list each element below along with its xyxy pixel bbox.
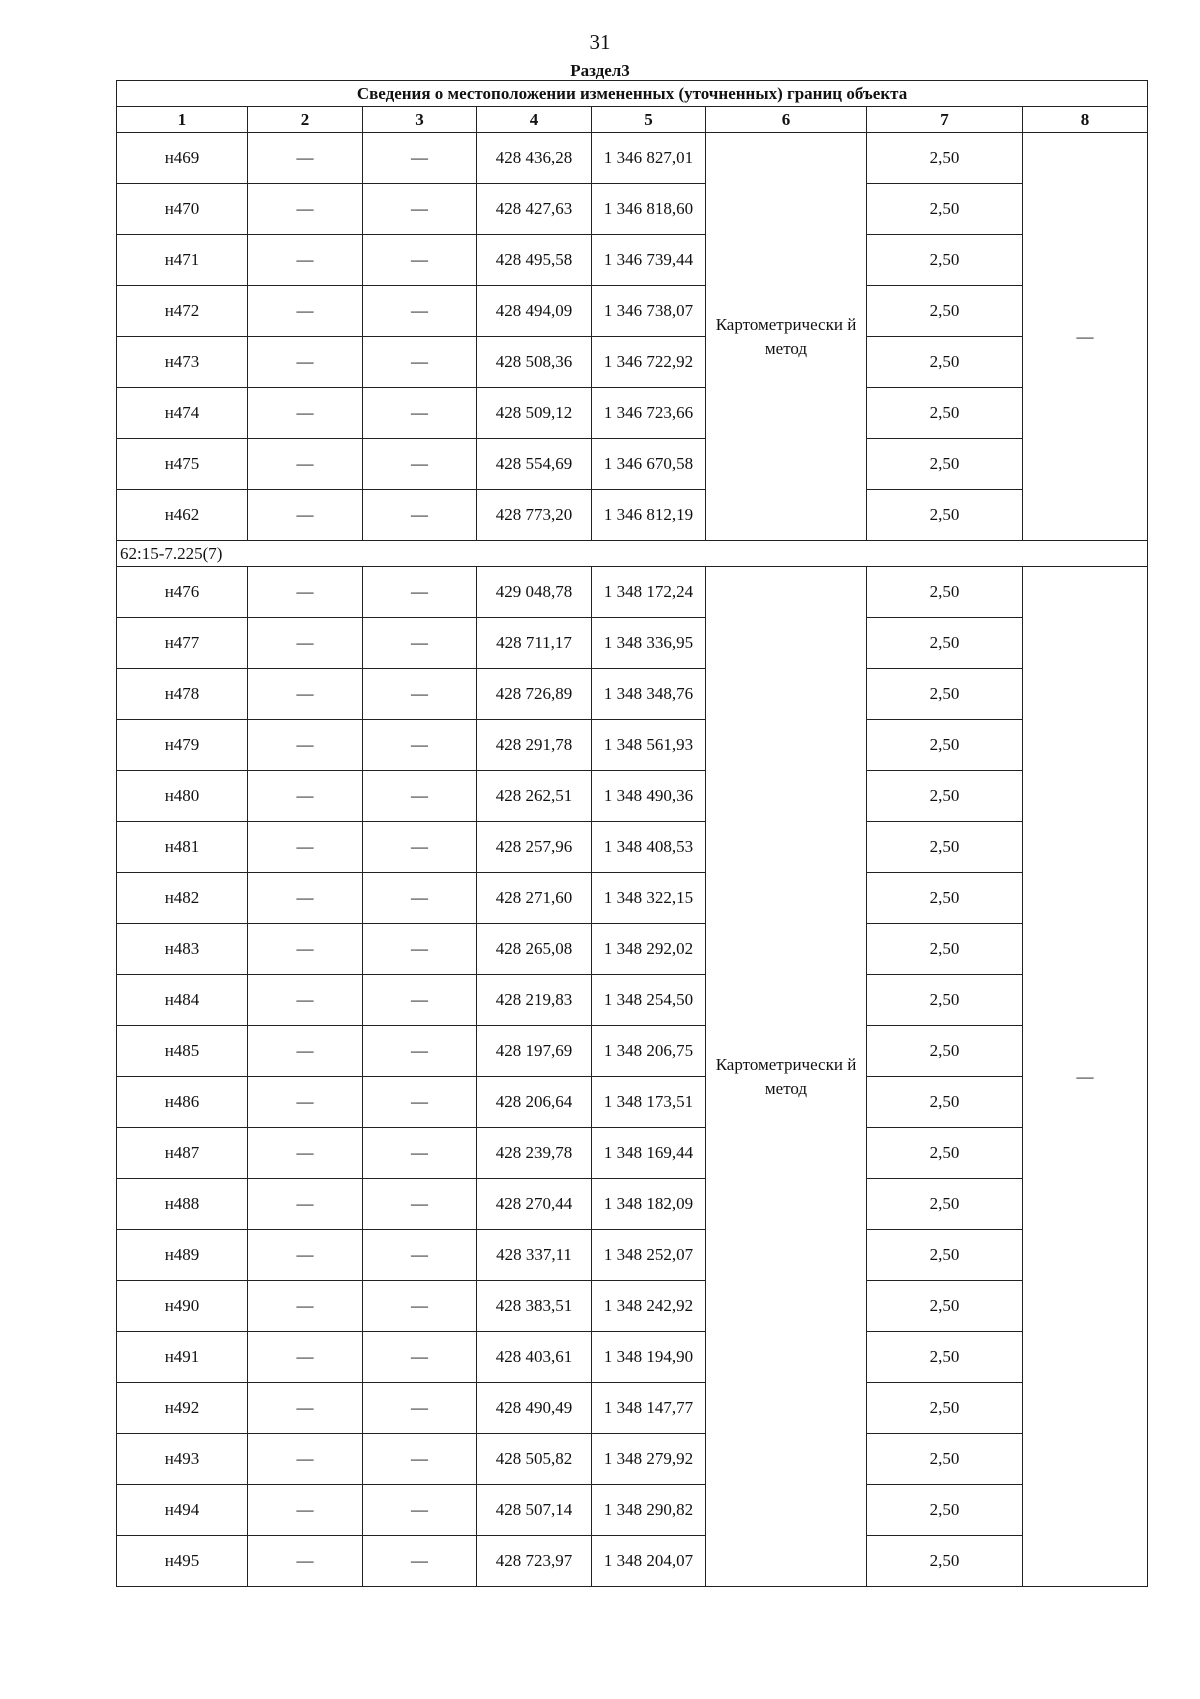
precision-cell: 2,50 — [867, 337, 1023, 388]
coordinate-y-cell: 1 348 182,09 — [592, 1179, 706, 1230]
coordinate-x-cell: 428 206,64 — [477, 1077, 592, 1128]
point-id-cell: н479 — [117, 720, 248, 771]
column-3-cell: — — [363, 924, 477, 975]
point-id-cell: н477 — [117, 618, 248, 669]
point-id-cell: н475 — [117, 439, 248, 490]
precision-cell: 2,50 — [867, 490, 1023, 541]
coordinate-y-cell: 1 348 169,44 — [592, 1128, 706, 1179]
column-2-cell: — — [248, 1485, 363, 1536]
column-3-cell: — — [363, 720, 477, 771]
table-row — [117, 1281, 1148, 1332]
column-2-cell: — — [248, 1434, 363, 1485]
table-row — [117, 388, 1148, 439]
precision-cell: 2,50 — [867, 720, 1023, 771]
table-row — [117, 873, 1148, 924]
column-2-cell: — — [248, 669, 363, 720]
column-3-cell: — — [363, 286, 477, 337]
column-8-cell: — — [1023, 567, 1148, 1587]
precision-cell: 2,50 — [867, 1128, 1023, 1179]
table-row — [117, 439, 1148, 490]
coordinate-y-cell: 1 348 561,93 — [592, 720, 706, 771]
coordinate-x-cell: 428 271,60 — [477, 873, 592, 924]
coordinate-x-cell: 428 270,44 — [477, 1179, 592, 1230]
column-3-cell: — — [363, 1281, 477, 1332]
coordinate-x-cell: 428 495,58 — [477, 235, 592, 286]
column-3-cell: — — [363, 618, 477, 669]
point-id-cell: н473 — [117, 337, 248, 388]
column-2-cell: — — [248, 873, 363, 924]
coordinate-y-cell: 1 348 204,07 — [592, 1536, 706, 1587]
point-id-cell: н486 — [117, 1077, 248, 1128]
coordinate-y-cell: 1 346 723,66 — [592, 388, 706, 439]
coordinate-x-cell: 428 711,17 — [477, 618, 592, 669]
table-row — [117, 1077, 1148, 1128]
precision-cell: 2,50 — [867, 439, 1023, 490]
coordinate-y-cell: 1 348 336,95 — [592, 618, 706, 669]
point-id-cell: н494 — [117, 1485, 248, 1536]
coordinate-y-cell: 1 348 194,90 — [592, 1332, 706, 1383]
column-2-cell: — — [248, 1026, 363, 1077]
column-3-cell: — — [363, 975, 477, 1026]
point-id-cell: н462 — [117, 490, 248, 541]
coordinate-y-cell: 1 348 292,02 — [592, 924, 706, 975]
column-3-cell: — — [363, 1077, 477, 1128]
column-3-cell: — — [363, 235, 477, 286]
precision-cell: 2,50 — [867, 771, 1023, 822]
column-2-cell: — — [248, 286, 363, 337]
column-number-cell: 6 — [706, 107, 867, 133]
table-row — [117, 184, 1148, 235]
coordinate-y-cell: 1 346 670,58 — [592, 439, 706, 490]
column-2-cell: — — [248, 1536, 363, 1587]
coordinate-x-cell: 428 383,51 — [477, 1281, 592, 1332]
column-3-cell: — — [363, 490, 477, 541]
column-3-cell: — — [363, 1026, 477, 1077]
precision-cell: 2,50 — [867, 1332, 1023, 1383]
point-id-cell: н484 — [117, 975, 248, 1026]
table-row — [117, 1536, 1148, 1587]
point-id-cell: н469 — [117, 133, 248, 184]
column-8-cell: — — [1023, 133, 1148, 541]
point-id-cell: н482 — [117, 873, 248, 924]
column-3-cell: — — [363, 1485, 477, 1536]
coordinate-x-cell: 428 726,89 — [477, 669, 592, 720]
point-id-cell: н478 — [117, 669, 248, 720]
column-3-cell: — — [363, 1179, 477, 1230]
coordinate-x-cell: 428 508,36 — [477, 337, 592, 388]
coordinate-y-cell: 1 348 322,15 — [592, 873, 706, 924]
point-id-cell: н480 — [117, 771, 248, 822]
column-number-row — [117, 107, 1148, 133]
method-cell: Картометрически й метод — [706, 567, 867, 1587]
point-id-cell: н485 — [117, 1026, 248, 1077]
page-number: 31 — [589, 30, 611, 54]
table-row — [117, 1128, 1148, 1179]
column-3-cell: — — [363, 1230, 477, 1281]
column-2-cell: — — [248, 1128, 363, 1179]
column-number-cell: 2 — [248, 107, 363, 133]
precision-cell: 2,50 — [867, 1230, 1023, 1281]
table-row — [117, 235, 1148, 286]
point-id-cell: н472 — [117, 286, 248, 337]
column-2-cell: — — [248, 1179, 363, 1230]
point-id-cell: н476 — [117, 567, 248, 618]
coordinate-y-cell: 1 346 827,01 — [592, 133, 706, 184]
column-3-cell: — — [363, 771, 477, 822]
table-row — [117, 567, 1148, 618]
precision-cell: 2,50 — [867, 1281, 1023, 1332]
precision-cell: 2,50 — [867, 1434, 1023, 1485]
table-row — [117, 822, 1148, 873]
coordinate-y-cell: 1 348 252,07 — [592, 1230, 706, 1281]
point-id-cell: н495 — [117, 1536, 248, 1587]
coordinate-y-cell: 1 346 722,92 — [592, 337, 706, 388]
table-row — [117, 337, 1148, 388]
column-number-cell: 8 — [1023, 107, 1148, 133]
coordinate-y-cell: 1 348 172,24 — [592, 567, 706, 618]
method-cell: Картометрически й метод — [706, 133, 867, 541]
column-3-cell: — — [363, 388, 477, 439]
precision-cell: 2,50 — [867, 975, 1023, 1026]
column-2-cell: — — [248, 720, 363, 771]
coordinate-y-cell: 1 348 242,92 — [592, 1281, 706, 1332]
table-row — [117, 1332, 1148, 1383]
column-3-cell: — — [363, 1128, 477, 1179]
column-2-cell: — — [248, 822, 363, 873]
point-id-cell: н483 — [117, 924, 248, 975]
boundary-coordinates-table — [116, 80, 1148, 1587]
coordinate-x-cell: 428 723,97 — [477, 1536, 592, 1587]
coordinate-y-cell: 1 348 348,76 — [592, 669, 706, 720]
coordinate-y-cell: 1 348 206,75 — [592, 1026, 706, 1077]
precision-cell: 2,50 — [867, 133, 1023, 184]
column-2-cell: — — [248, 618, 363, 669]
column-3-cell: — — [363, 1332, 477, 1383]
table-row — [117, 133, 1148, 184]
precision-cell: 2,50 — [867, 1383, 1023, 1434]
point-id-cell: н492 — [117, 1383, 248, 1434]
precision-cell: 2,50 — [867, 286, 1023, 337]
column-2-cell: — — [248, 439, 363, 490]
precision-cell: 2,50 — [867, 924, 1023, 975]
column-number-cell: 3 — [363, 107, 477, 133]
point-id-cell: н488 — [117, 1179, 248, 1230]
column-3-cell: — — [363, 822, 477, 873]
table-row — [117, 1026, 1148, 1077]
table-row — [117, 1179, 1148, 1230]
table-row — [117, 924, 1148, 975]
coordinate-x-cell: 428 505,82 — [477, 1434, 592, 1485]
coordinate-y-cell: 1 348 147,77 — [592, 1383, 706, 1434]
coordinate-y-cell: 1 348 490,36 — [592, 771, 706, 822]
column-3-cell: — — [363, 184, 477, 235]
column-number-cell: 4 — [477, 107, 592, 133]
column-3-cell: — — [363, 1383, 477, 1434]
coordinate-y-cell: 1 348 173,51 — [592, 1077, 706, 1128]
coordinate-x-cell: 428 403,61 — [477, 1332, 592, 1383]
column-2-cell: — — [248, 924, 363, 975]
precision-cell: 2,50 — [867, 1536, 1023, 1587]
coordinate-y-cell: 1 346 739,44 — [592, 235, 706, 286]
precision-cell: 2,50 — [867, 388, 1023, 439]
group-label-row — [117, 541, 1148, 567]
coordinate-y-cell: 1 348 254,50 — [592, 975, 706, 1026]
column-3-cell: — — [363, 439, 477, 490]
column-3-cell: — — [363, 669, 477, 720]
point-id-cell: н491 — [117, 1332, 248, 1383]
table-row — [117, 771, 1148, 822]
column-2-cell: — — [248, 388, 363, 439]
precision-cell: 2,50 — [867, 669, 1023, 720]
coordinate-x-cell: 428 337,11 — [477, 1230, 592, 1281]
column-number-cell: 5 — [592, 107, 706, 133]
point-id-cell: н471 — [117, 235, 248, 286]
coordinate-x-cell: 428 494,09 — [477, 286, 592, 337]
point-id-cell: н487 — [117, 1128, 248, 1179]
precision-cell: 2,50 — [867, 1485, 1023, 1536]
column-2-cell: — — [248, 490, 363, 541]
coordinate-x-cell: 428 291,78 — [477, 720, 592, 771]
column-2-cell: — — [248, 337, 363, 388]
point-id-cell: н493 — [117, 1434, 248, 1485]
point-id-cell: н474 — [117, 388, 248, 439]
column-2-cell: — — [248, 235, 363, 286]
coordinate-x-cell: 428 554,69 — [477, 439, 592, 490]
table-row — [117, 1230, 1148, 1281]
coordinate-x-cell: 428 262,51 — [477, 771, 592, 822]
table-row — [117, 975, 1148, 1026]
coordinate-y-cell: 1 348 279,92 — [592, 1434, 706, 1485]
precision-cell: 2,50 — [867, 1179, 1023, 1230]
coordinate-x-cell: 428 219,83 — [477, 975, 592, 1026]
precision-cell: 2,50 — [867, 235, 1023, 286]
column-3-cell: — — [363, 133, 477, 184]
column-3-cell: — — [363, 1434, 477, 1485]
coordinate-x-cell: 428 509,12 — [477, 388, 592, 439]
coordinate-x-cell: 428 436,28 — [477, 133, 592, 184]
coordinate-y-cell: 1 348 290,82 — [592, 1485, 706, 1536]
column-3-cell: — — [363, 873, 477, 924]
section-heading: Раздел3 — [570, 61, 630, 80]
table-title-row — [117, 81, 1148, 107]
column-number-cell: 7 — [867, 107, 1023, 133]
coordinate-x-cell: 428 257,96 — [477, 822, 592, 873]
table-row — [117, 1485, 1148, 1536]
table-title: Сведения о местоположении измененных (уточненных) границ объекта — [117, 81, 1148, 107]
column-2-cell: — — [248, 1281, 363, 1332]
precision-cell: 2,50 — [867, 1077, 1023, 1128]
point-id-cell: н490 — [117, 1281, 248, 1332]
coordinate-x-cell: 428 265,08 — [477, 924, 592, 975]
column-2-cell: — — [248, 567, 363, 618]
group-label: 62:15-7.225(7) — [117, 541, 1148, 567]
precision-cell: 2,50 — [867, 873, 1023, 924]
column-2-cell: — — [248, 133, 363, 184]
coordinate-x-cell: 428 239,78 — [477, 1128, 592, 1179]
coordinate-y-cell: 1 348 408,53 — [592, 822, 706, 873]
column-3-cell: — — [363, 1536, 477, 1587]
precision-cell: 2,50 — [867, 822, 1023, 873]
point-id-cell: н470 — [117, 184, 248, 235]
column-3-cell: — — [363, 337, 477, 388]
table-row — [117, 1383, 1148, 1434]
coordinate-y-cell: 1 346 812,19 — [592, 490, 706, 541]
coordinate-y-cell: 1 346 818,60 — [592, 184, 706, 235]
column-2-cell: — — [248, 1230, 363, 1281]
precision-cell: 2,50 — [867, 1026, 1023, 1077]
point-id-cell: н489 — [117, 1230, 248, 1281]
coordinate-x-cell: 428 773,20 — [477, 490, 592, 541]
coordinate-x-cell: 428 427,63 — [477, 184, 592, 235]
precision-cell: 2,50 — [867, 618, 1023, 669]
coordinate-x-cell: 428 197,69 — [477, 1026, 592, 1077]
column-3-cell: — — [363, 567, 477, 618]
table-row — [117, 490, 1148, 541]
coordinate-y-cell: 1 346 738,07 — [592, 286, 706, 337]
coordinate-x-cell: 429 048,78 — [477, 567, 592, 618]
column-2-cell: — — [248, 771, 363, 822]
table-row — [117, 669, 1148, 720]
column-2-cell: — — [248, 975, 363, 1026]
column-2-cell: — — [248, 1332, 363, 1383]
column-2-cell: — — [248, 184, 363, 235]
point-id-cell: н481 — [117, 822, 248, 873]
table-row — [117, 618, 1148, 669]
column-2-cell: — — [248, 1077, 363, 1128]
precision-cell: 2,50 — [867, 184, 1023, 235]
table-row — [117, 720, 1148, 771]
precision-cell: 2,50 — [867, 567, 1023, 618]
table-row — [117, 1434, 1148, 1485]
column-number-cell: 1 — [117, 107, 248, 133]
table-row — [117, 286, 1148, 337]
column-2-cell: — — [248, 1383, 363, 1434]
coordinate-x-cell: 428 490,49 — [477, 1383, 592, 1434]
coordinate-x-cell: 428 507,14 — [477, 1485, 592, 1536]
